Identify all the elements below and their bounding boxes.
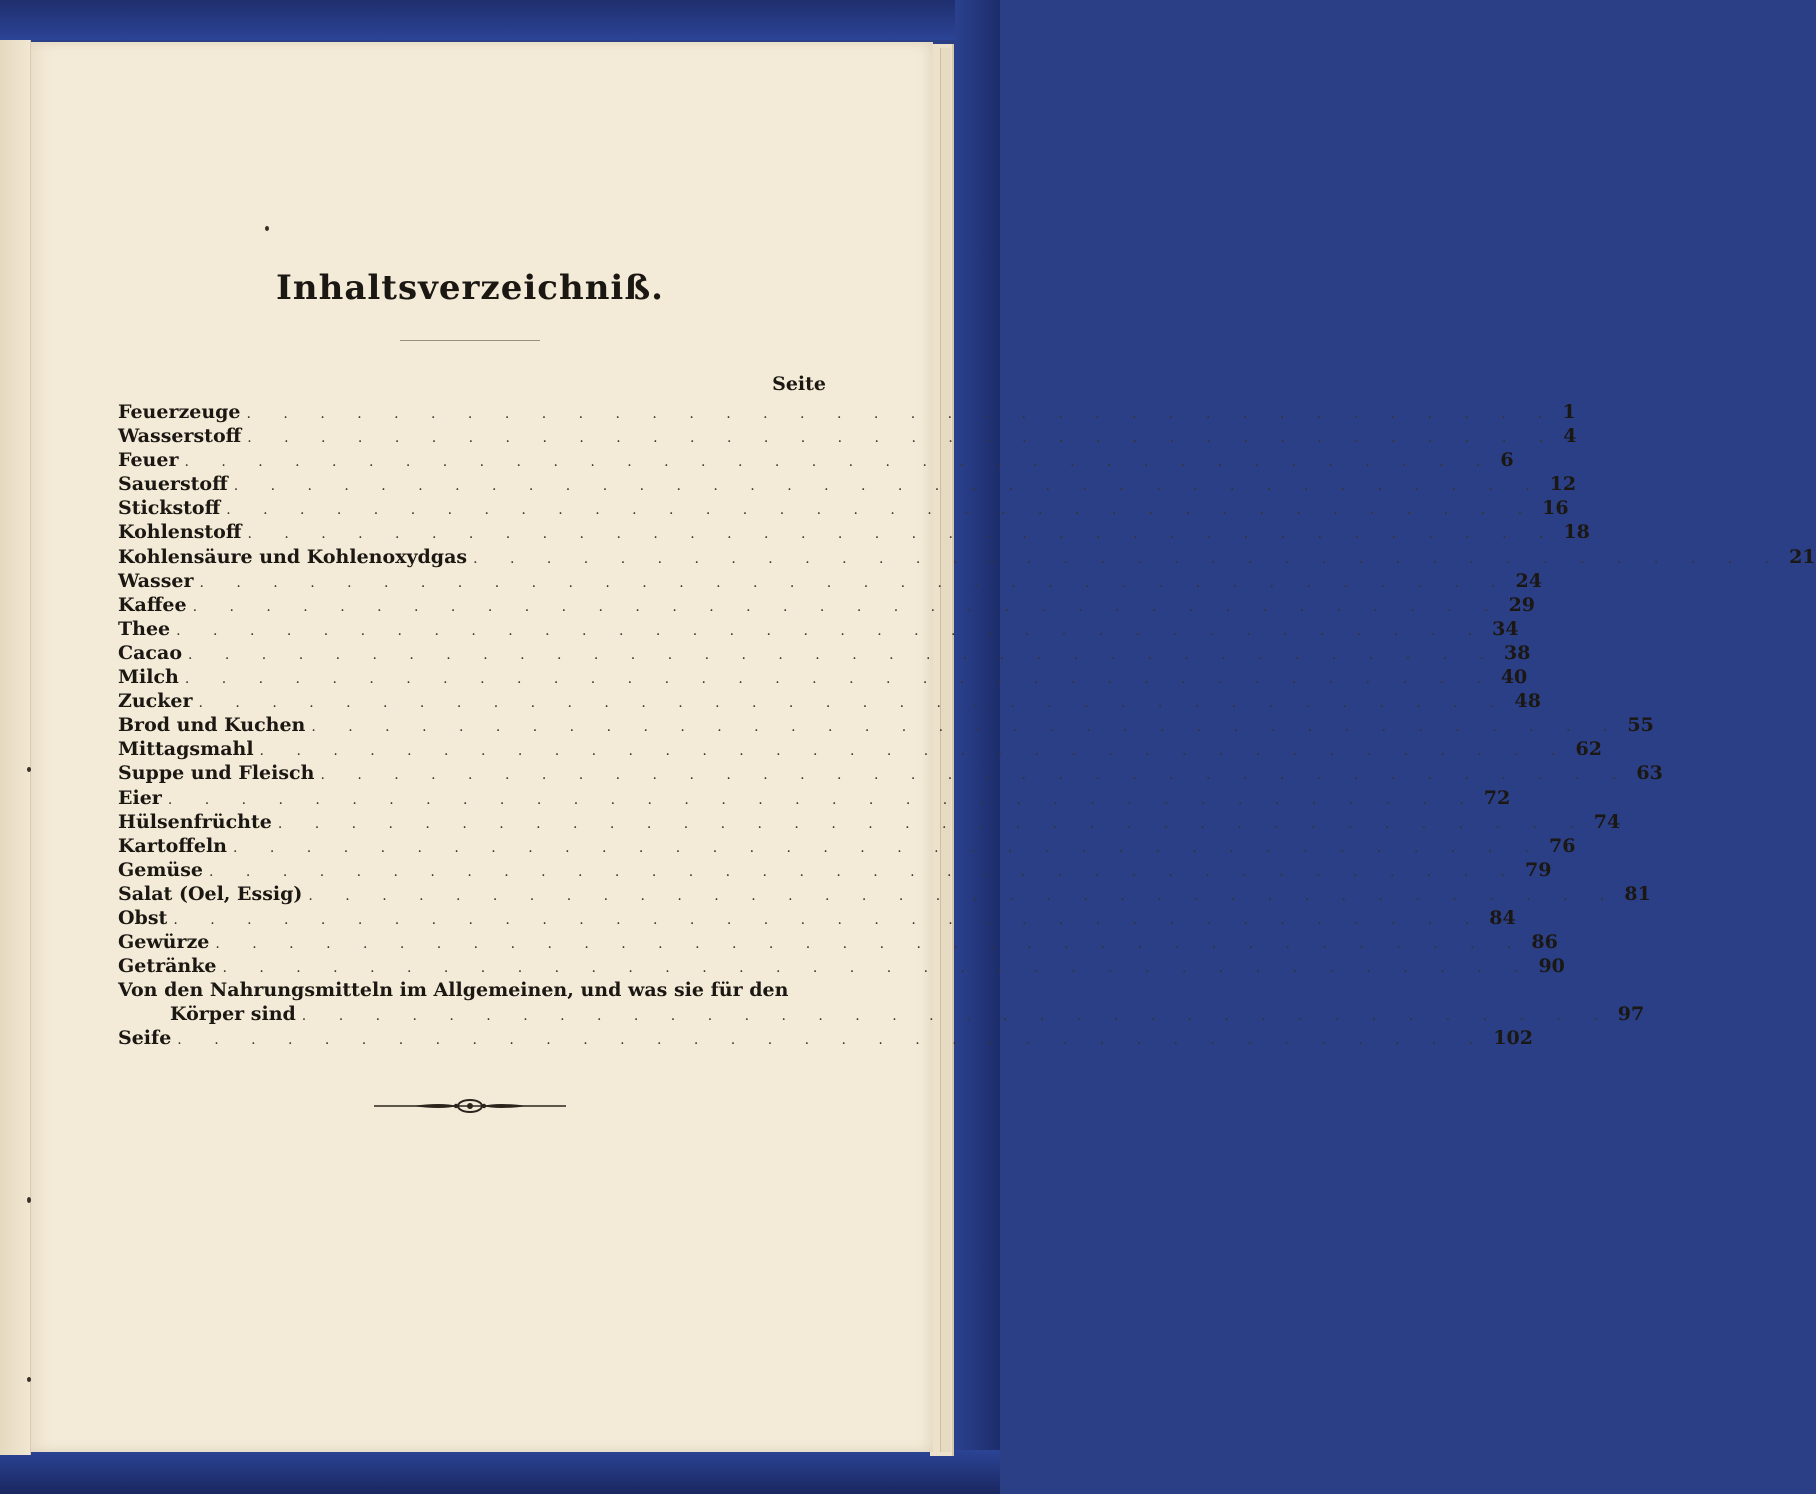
toc-entry-page: 16 — [1542, 497, 1569, 520]
toc-entry[interactable] — [118, 400, 1576, 424]
toc-entry-label: Eier — [118, 786, 162, 809]
toc-entry-page: 40 — [1500, 666, 1528, 689]
toc-entry-page: 21 — [1789, 545, 1816, 568]
ornament-divider — [372, 1095, 568, 1117]
toc-entry[interactable] — [118, 641, 1531, 665]
toc-entry[interactable] — [118, 810, 1621, 834]
toc-entry-page: 63 — [1636, 762, 1663, 785]
dot-leader: . . . . . . . . . . . . . . . . . . . . . . . . . . . . . . . . . . . . — [167, 791, 1478, 808]
toc-entry-label: Kohlensäure und Kohlenoxydgas — [118, 545, 468, 568]
toc-entry-label: Seife — [118, 1027, 172, 1050]
paper-speck — [265, 226, 269, 231]
toc-entry[interactable] — [118, 834, 1576, 858]
toc-entry-page: 55 — [1627, 714, 1654, 737]
ornament-right-swell — [483, 1104, 528, 1108]
toc-entry[interactable] — [118, 786, 1511, 810]
page-column-header: Seite — [772, 373, 826, 395]
toc-entry-page: 90 — [1538, 955, 1565, 978]
dot-leader: . . . . . . . . . . . . . . . . . . . . . . . . . . . . . . . . . . . . — [259, 743, 1570, 760]
dot-leader: . . . . . . . . . . . . . . . . . . . . . . . . . . . . . . . . . . . . — [277, 815, 1588, 832]
dot-leader: . . . . . . . . . . . . . . . . . . . . . . . . . . . . . . . . . . . . — [247, 526, 1558, 543]
toc-entry[interactable] — [118, 882, 1651, 906]
toc-entry[interactable] — [118, 761, 1663, 785]
toc-entry-label: Stickstoff — [118, 497, 221, 520]
toc-entry-page: 38 — [1503, 641, 1531, 664]
toc-entry-page: 24 — [1515, 569, 1542, 592]
paper-speck — [27, 1377, 31, 1382]
dot-leader: . . . . . . . . . . . . . . . . . . . . . . . . . . . . . . . . . . . . — [177, 1032, 1488, 1049]
toc-entry-label: Hülsenfrüchte — [118, 810, 272, 833]
toc-entry-label: Milch — [118, 666, 179, 689]
toc-entry[interactable] — [118, 1026, 1533, 1050]
toc-entry-label: Feuer — [118, 449, 179, 472]
dot-leader: . . . . . . . . . . . . . . . . . . . . . . . . . . . . . . . . . . . . — [176, 622, 1487, 639]
dot-leader: . . . . . . . . . . . . . . . . . . . . . . . . . . . . . . . . . . . . — [184, 671, 1495, 688]
toc-entry[interactable] — [118, 472, 1577, 496]
page-title: Inhaltsverzeichniß. — [275, 268, 665, 308]
toc-entry-label: Feuerzeuge — [118, 401, 241, 423]
toc-entry-page: 62 — [1575, 738, 1602, 761]
dot-leader: . . . . . . . . . . . . . . . . . . . . . . . . . . . . . . . . . . . . — [222, 960, 1533, 977]
toc-entry[interactable] — [118, 954, 1565, 978]
toc-entry-label: Gemüse — [118, 858, 204, 881]
toc-entry[interactable] — [118, 520, 1590, 544]
book-cover-bottom — [0, 1450, 1000, 1494]
toc-entry-page: 1 — [1562, 401, 1576, 423]
ornament-dot-left — [454, 1104, 458, 1108]
toc-entry[interactable] — [118, 545, 1816, 569]
toc-entry-label: Thee — [118, 617, 171, 640]
toc-entry-page: 34 — [1492, 617, 1519, 640]
toc-entry-label: Von den Nahrungsmitteln im Allgemeinen, und was sie für den — [118, 979, 789, 1002]
toc-entry-long-second-line[interactable] — [118, 1002, 1645, 1026]
ornament-left-swell — [412, 1104, 457, 1108]
dot-leader: . . . . . . . . . . . . . . . . . . . . . . . . . . . . . . . . . . . . — [320, 767, 1631, 784]
dot-leader: . . . . . . . . . . . . . . . . . . . . . . . . . . . . . . . . . . . . — [215, 936, 1526, 953]
toc-entry-label: Wasserstoff — [118, 425, 242, 448]
toc-entry-label: Obst — [118, 906, 168, 929]
dot-leader: . . . . . . . . . . . . . . . . . . . . . . . . . . . . . . . . . . . . — [188, 646, 1498, 663]
toc-entry-page: 86 — [1531, 931, 1558, 954]
toc-entry-label: Körper sind — [170, 1003, 296, 1026]
dot-leader: . . . . . . . . . . . . . . . . . . . . . . . . . . . . . . . . . . . . — [301, 1008, 1612, 1025]
paper-speck — [27, 767, 31, 772]
book-cover-top — [0, 0, 1000, 40]
dot-leader: . . . . . . . . . . . . . . . . . . . . . . . . . . . . . . . . . . . . — [247, 430, 1558, 447]
toc-entry-page: 74 — [1593, 810, 1621, 833]
toc-entry[interactable] — [118, 737, 1602, 761]
toc-entry[interactable] — [118, 906, 1516, 930]
toc-entry[interactable] — [118, 569, 1542, 593]
toc-entry[interactable] — [118, 930, 1558, 954]
ornament-center-dot — [467, 1103, 473, 1109]
toc-entry-page: 48 — [1514, 690, 1541, 713]
toc-entry[interactable] — [118, 496, 1569, 520]
toc-entry-label: Wasser — [118, 569, 194, 592]
toc-entry[interactable] — [118, 424, 1577, 448]
dot-leader: . . . . . . . . . . . . . . . . . . . . . . . . . . . . . . . . . . . . — [246, 406, 1557, 422]
dot-leader: . . . . . . . . . . . . . . . . . . . . . . . . . . . . . . . . . . . . — [233, 478, 1544, 495]
dot-leader: . . . . . . . . . . . . . . . . . . . . . . . . . . . . . . . . . . . . — [198, 695, 1509, 712]
ornament-dot-right — [482, 1104, 486, 1108]
toc-entry[interactable] — [118, 858, 1552, 882]
toc-entry[interactable] — [118, 448, 1514, 472]
toc-entry-label: Sauerstoff — [118, 473, 228, 496]
toc-entry-label: Zucker — [118, 690, 193, 713]
toc-entry-page: 76 — [1548, 834, 1576, 857]
dot-leader: . . . . . . . . . . . . . . . . . . . . . . . . . . . . . . . . . . . . — [308, 887, 1619, 904]
toc-entry[interactable] — [118, 689, 1541, 713]
facing-page-edge — [0, 40, 31, 1455]
toc-entry-label: Suppe und Fleisch — [118, 762, 315, 785]
toc-entry-page: 84 — [1489, 906, 1516, 929]
toc-entry[interactable] — [118, 665, 1528, 689]
toc-entry[interactable] — [118, 713, 1654, 737]
toc-entry-page: 18 — [1563, 521, 1590, 544]
dot-leader: . . . . . . . . . . . . . . . . . . . . . . . . . . . . . . . . . . . . — [311, 719, 1622, 736]
toc-entry-page: 12 — [1549, 473, 1577, 496]
toc-entry-label: Brod und Kuchen — [118, 714, 306, 737]
toc-entry-page: 29 — [1508, 593, 1536, 616]
toc-entry-label: Salat (Oel, Essig) — [118, 882, 303, 905]
toc-entry[interactable] — [118, 593, 1536, 617]
toc-entry-label: Kartoffeln — [118, 834, 227, 857]
toc-entry-page: 102 — [1493, 1027, 1533, 1050]
toc-entry-page: 97 — [1617, 1003, 1645, 1026]
toc-entry-label: Kaffee — [118, 593, 187, 616]
toc-entry-long-first-line[interactable] — [118, 978, 828, 1002]
toc-entry-label: Getränke — [118, 955, 217, 978]
dot-leader: . . . . . . . . . . . . . . . . . . . . . . . . . . . . . . . . . . . . — [184, 454, 1495, 471]
dot-leader: . . . . . . . . . . . . . . . . . . . . . . . . . . . . . . . . . . . . — [226, 502, 1537, 519]
table-of-contents — [118, 400, 1816, 1051]
toc-entry[interactable] — [118, 617, 1519, 641]
toc-entry-label: Cacao — [118, 641, 182, 664]
toc-entry-label: Mittagsmahl — [118, 738, 254, 761]
toc-entry-page: 4 — [1563, 425, 1577, 448]
dot-leader: . . . . . . . . . . . . . . . . . . . . . . . . . . . . . . . . . . . . — [473, 550, 1784, 567]
paper-speck — [27, 1197, 31, 1203]
title-divider — [400, 340, 540, 341]
toc-entry-label: Kohlenstoff — [118, 521, 242, 544]
toc-entry-page: 72 — [1483, 786, 1511, 809]
dot-leader: . . . . . . . . . . . . . . . . . . . . . . . . . . . . . . . . . . . . — [233, 839, 1543, 856]
dot-leader: . . . . . . . . . . . . . . . . . . . . . . . . . . . . . . . . . . . . — [192, 598, 1503, 615]
toc-entry-page: 6 — [1500, 449, 1514, 472]
dot-leader: . . . . . . . . . . . . . . . . . . . . . . . . . . . . . . . . . . . . — [209, 863, 1519, 880]
toc-entry-page: 81 — [1624, 882, 1651, 905]
toc-entry-page: 79 — [1525, 858, 1552, 881]
dot-leader: . . . . . . . . . . . . . . . . . . . . . . . . . . . . . . . . . . . . — [173, 911, 1484, 928]
dot-leader: . . . . . . . . . . . . . . . . . . . . . . . . . . . . . . . . . . . . — [199, 574, 1510, 591]
toc-entry-label: Gewürze — [118, 931, 210, 954]
